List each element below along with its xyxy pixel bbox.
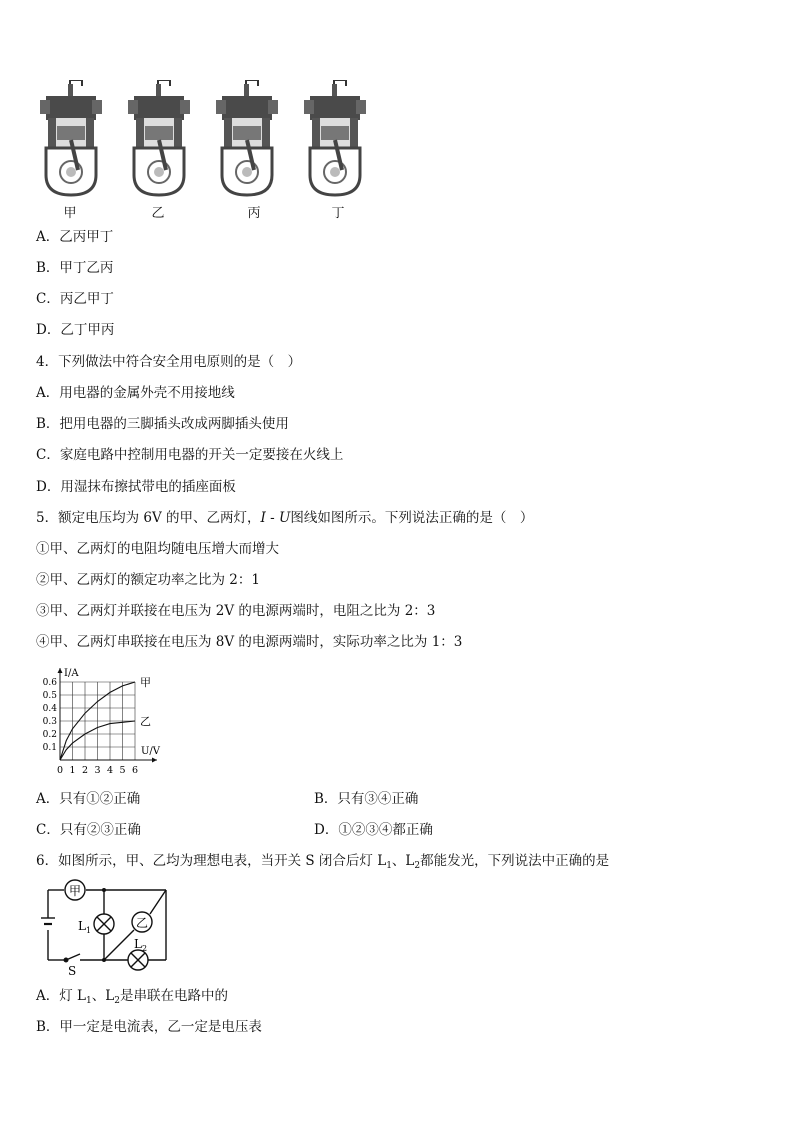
- q5-option-c: C．只有②③正确: [36, 822, 141, 838]
- q5-statement-3: ③甲、乙两灯并联接在电压为 2V 的电源两端时，电阻之比为 2：3: [36, 603, 436, 619]
- x-tick-label: 6: [131, 765, 139, 776]
- circuit-meter-jia: 甲: [68, 884, 82, 898]
- y-tick-label: 0.1: [42, 743, 57, 753]
- q3-option-c: C．丙乙甲丁: [36, 291, 114, 307]
- q3-option-a: A．乙丙甲丁: [36, 229, 114, 245]
- engine-label-bing: 丙: [247, 206, 261, 221]
- x-tick-label: 5: [119, 765, 126, 776]
- circuit-lamp2-label: $L_2$: [134, 937, 148, 953]
- q4-option-a: A．用电器的金属外壳不用接地线: [36, 385, 235, 401]
- q5-option-b: B．只有③④正确: [314, 791, 419, 807]
- q5-option-d: D．①②③④都正确: [314, 822, 433, 838]
- circuit-switch-label: S: [68, 964, 77, 978]
- circuit-meter-yi: 乙: [135, 916, 149, 930]
- q4-option-c: C．家庭电路中控制用电器的开关一定要接在火线上: [36, 447, 344, 463]
- engine-diagrams: [30, 80, 390, 205]
- y-tick-label: 0.3: [42, 717, 57, 727]
- circuit-diagram: [38, 878, 173, 978]
- q6-option-b: B．甲一定是电流表，乙一定是电压表: [36, 1019, 262, 1035]
- q5-statement-4: ④甲、乙两灯串联接在电压为 8V 的电源两端时，实际功率之比为 1：3: [36, 634, 463, 650]
- y-tick-label: 0.5: [42, 691, 57, 701]
- x-tick-label: 4: [106, 765, 114, 776]
- iu-chart: [38, 660, 178, 778]
- x-tick-label: 1: [69, 765, 76, 776]
- y-tick-label: 0.4: [42, 704, 57, 714]
- q3-option-b: B．甲丁乙丙: [36, 260, 114, 276]
- circuit-lamp1-label: $L_1$: [78, 919, 92, 935]
- y-axis-arrow: [58, 668, 63, 673]
- x-tick-label: 3: [94, 765, 101, 776]
- engine-label-yi: 乙: [151, 206, 165, 221]
- q4-option-b: B．把用电器的三脚插头改成两脚插头使用: [36, 416, 289, 432]
- x-tick-label: 2: [81, 765, 89, 776]
- q4-option-d: D．用湿抹布擦拭带电的插座面板: [36, 479, 236, 495]
- y-tick-label: 0.2: [42, 730, 57, 740]
- series-label-jia: 甲: [140, 676, 151, 689]
- y-axis-label: I/A: [64, 668, 79, 679]
- q5-statement-1: ①甲、乙两灯的电阻均随电压增大而增大: [36, 541, 279, 557]
- y-tick-label: 0.6: [42, 678, 57, 688]
- q3-option-d: D．乙丁甲丙: [36, 322, 115, 338]
- q6-option-a: A．灯 $L_1$、$L_2$是串联在电路中的: [36, 988, 228, 1006]
- series-label-yi: 乙: [140, 715, 151, 728]
- engine-label-jia: 甲: [63, 206, 77, 221]
- x-tick-label: 0: [56, 765, 64, 776]
- q4-stem: 4．下列做法中符合安全用电原则的是（ ）: [36, 354, 302, 370]
- x-axis-arrow: [152, 758, 157, 763]
- q5-stem: 5．额定电压均为 6V 的甲、乙两灯，I - U图线如图所示。下列说法正确的是（ ）: [36, 510, 534, 526]
- x-axis-label: U/V: [141, 746, 161, 757]
- q6-stem: 6．如图所示，甲、乙均为理想电表，当开关 S 闭合后灯 $L_1$、$L_2$都能发光，下列说法中正确的是: [36, 853, 610, 871]
- q5-option-a: A．只有①②正确: [36, 791, 141, 807]
- q5-statement-2: ②甲、乙两灯的额定功率之比为 2：1: [36, 572, 260, 588]
- engine-label-ding: 丁: [331, 206, 345, 221]
